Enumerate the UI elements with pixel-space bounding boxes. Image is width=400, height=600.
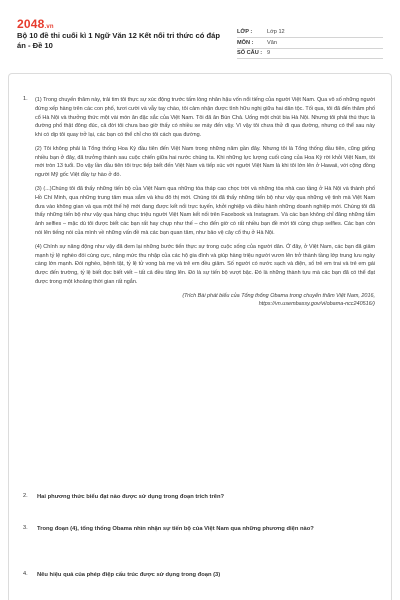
- info-key: SỐ CÂU :: [237, 48, 267, 59]
- info-row-class: [237, 27, 383, 38]
- exam-title: Bộ 10 đề thi cuối kì 1 Ngữ Văn 12 Kết nối tri thức có đáp án - Đề 10: [17, 31, 220, 50]
- passage-paragraph: (1) Trong chuyến thăm này, trải tim tôi thực sự xúc động trước tấm lòng nhân hậu vốn nổi tiếng của người Việt Nam. Qua vô số những người đứng xếp hàng trên các con phố, tươi cười và vẫy tay chào, tôi cảm nhận được tình hữu nghị giữa hai dân tộc. Tối qua, tôi đã đến thăm phố cổ Hà Nội và thưởng thức một vài món ăn đặc sắc của Việt Nam. Tôi đã ăn Bún Chả. Uống một chút bia Hà Nội. Nhưng tôi phải thú thực là đường phố thật đông đúc, cả đời tôi chưa bao giờ thấy có nhiều xe máy đến vậy. Vì vậy tôi chưa thử đi qua đường, nhưng có thể sau này khi có dịp tôi quay trở lại, các bạn có thể chỉ cho tôi cách qua đường.: [35, 97, 375, 138]
- info-value: Văn: [267, 38, 383, 49]
- question-text: Trong đoạn (4), tổng thống Obama nhìn nhận sự tiến bộ của Việt Nam qua những phương diện nào?: [37, 526, 314, 532]
- logo-text: 2048: [17, 17, 45, 31]
- exam-info-table: [237, 27, 383, 59]
- passage-paragraph: (4) Chính sự năng động như vậy đã đem lại những bước tiến thực sự trong cuộc sống của người dân. Ở đây, ở Việt Nam, các bạn đã giảm mạnh tỷ lệ nghèo đói cùng cực, nâng mức thu nhập của các hộ gia đình và giúp hàng triệu người vươn lên trở thành tầng lớp trung lưu ngày càng lớn mạnh. Đói nghèo, bệnh tật, tỷ lệ tử vong bà mẹ và trẻ em đều giảm. Số người có nước sạch và điện, số trẻ em trai và trẻ em gái được đến trường, tỷ lệ biết đọc biết viết – tất cả đều tăng lên. Đó là sự tiến bộ vượt bậc. Đó là những thành tựu mà các bạn đã có thể đạt được trong một khoảng thời gian rất ngắn.: [35, 243, 375, 285]
- question-number: 4.: [23, 571, 28, 577]
- info-key: MÔN :: [237, 38, 267, 49]
- info-value: 9: [267, 48, 383, 59]
- info-row-subject: [237, 38, 383, 49]
- info-key: LỚP :: [237, 27, 267, 38]
- question-text: Nêu hiệu quả của phép điệp cấu trúc được sử dụng trong đoạn (3): [37, 572, 221, 578]
- info-value: Lớp 12: [267, 27, 383, 38]
- reading-passage: [35, 96, 375, 309]
- question-text: Hai phương thức biểu đạt nào được sử dụng trong đoạn trích trên?: [37, 494, 225, 500]
- logo-suffix: .vn: [44, 24, 54, 30]
- source-line: (Trích Bài phát biểu của Tổng thống Obama trong chuyến thăm Việt Nam, 2016,: [182, 292, 375, 299]
- source-link[interactable]: https://vn.usembassy.gov/vi/obama-ncc240516/): [258, 301, 375, 308]
- site-logo[interactable]: [17, 17, 54, 31]
- passage-paragraph: (2) Tôi không phải là Tổng thống Hoa Kỳ đầu tiên đến Việt Nam trong những năm gần đây. Nhưng tôi là Tổng thống đầu tiên, cũng giống nhiều bạn ở đây, đã trưởng thành sau cuộc chiến giữa hai nước chúng ta. Khi những lực lượng cuối cùng của Hoa Kỳ rời khỏi Việt Nam, tôi mới tròn 13 tuổi. Do vậy lần đầu tiên tôi trực tiếp biết đến Việt Nam và tiếp xúc với người Việt Nam là khi tôi lớn lên ở Hawaii, với cộng đồng người Mỹ gốc Việt đầy tự hào ở đó.: [35, 145, 375, 179]
- question-number: 1.: [23, 96, 28, 102]
- question-number: 3.: [23, 525, 28, 531]
- info-row-count: [237, 48, 383, 59]
- passage-paragraph: (3) (...)Chúng tôi đã thấy những tiến bộ của Việt Nam qua những tòa tháp cao chọc trời và những tòa nhà cao tầng ở Hà Nội và thành phố Hồ Chí Minh, qua những trung tâm mua sắm và khu đô thị mới. Chúng tôi đã thấy những tiến bộ như vậy qua những vệ tinh mà Việt Nam đưa vào không gian và qua một thế hệ mới đang được kết nối trực tuyến, khởi nghiệp và điều hành những doanh nghiệp mới. Chúng tôi đã thấy những tiến bộ như vậy qua hàng chục triệu người Việt Nam kết nối trên Facebook và Instagram. Và các bạn không chỉ đăng những tấm ảnh selfies – mặc dù tôi được biết các bạn rất hay chụp như thế – cho đến giờ có rất nhiều bạn đề mời tôi cùng chụp selfies. Các bạn còn nói lên tiếng nói của mình về những vấn đề mà các bạn quan tâm, như bảo vệ cây cổ thụ ở Hà Nội.: [35, 186, 375, 236]
- header: [17, 17, 383, 63]
- question-number: 2.: [23, 493, 28, 499]
- passage-source: [35, 292, 375, 309]
